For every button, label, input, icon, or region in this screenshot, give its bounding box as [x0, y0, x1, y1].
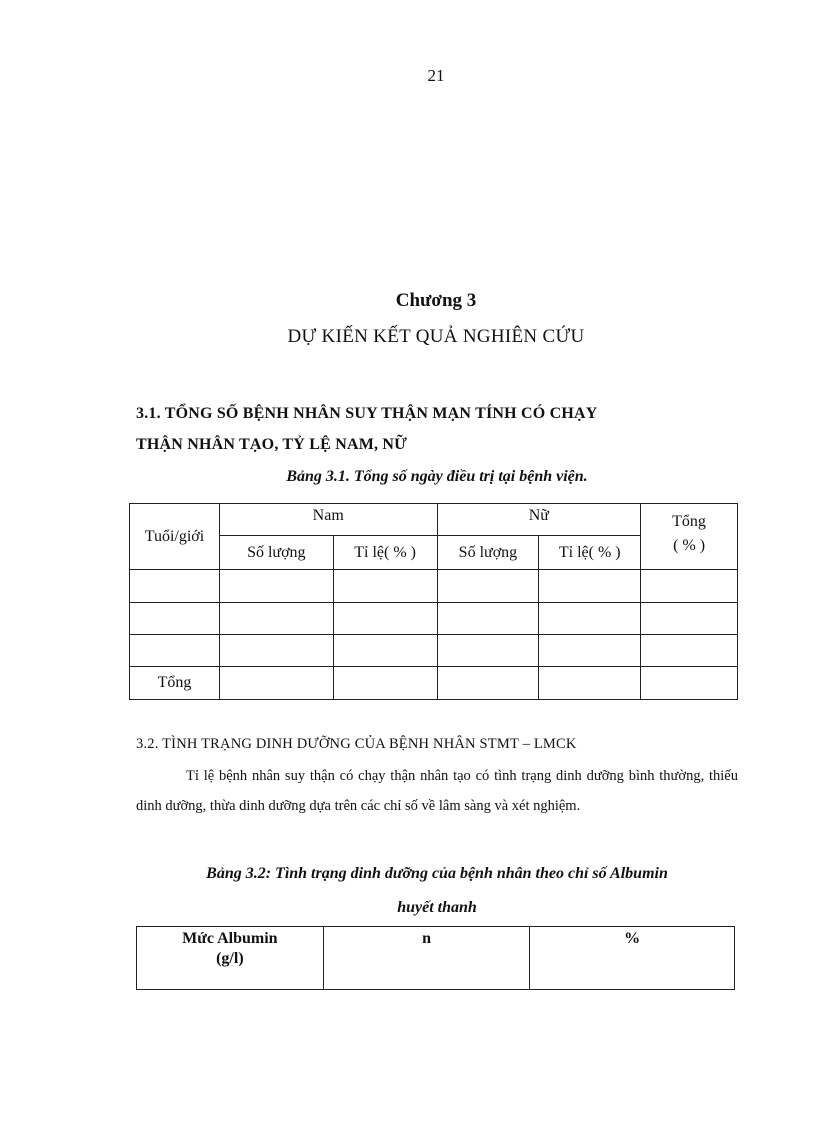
- subheader-male-rate: Tỉ lệ( % ): [333, 536, 437, 570]
- header-percent: %: [530, 927, 735, 990]
- table-header-row: [130, 504, 738, 536]
- total-row-label: Tổng: [130, 667, 220, 700]
- table-3-2-caption-line1: Bảng 3.2: Tình trạng dinh dưỡng của bệnh nhân theo chỉ số Albumin: [206, 865, 668, 882]
- section-3-1-heading-line2: THẬN NHÂN TẠO, TỶ LỆ NAM, NỮ: [136, 436, 408, 453]
- subheader-female-count: Số lượng: [437, 536, 539, 570]
- header-total: [641, 504, 738, 570]
- header-albumin-level: [137, 927, 324, 990]
- page-number: 21: [427, 66, 445, 85]
- section-3-1-heading: [136, 398, 738, 460]
- table-row: [130, 603, 738, 635]
- header-albumin-unit: (g/l): [216, 950, 244, 967]
- header-female: Nữ: [437, 504, 641, 536]
- table-total-row: [130, 667, 738, 700]
- table-row: [130, 635, 738, 667]
- table-3-2-caption: [136, 857, 738, 925]
- chapter-label: Chương 3: [395, 290, 477, 311]
- subheader-female-rate: Tỉ lệ( % ): [539, 536, 641, 570]
- table-3-2-caption-line2: huyết thanh: [397, 899, 477, 916]
- header-n: n: [323, 927, 530, 990]
- table-3-2: [136, 926, 735, 990]
- table-3-1-caption: Bảng 3.1. Tổng số ngày điều trị tại bệnh viện.: [286, 468, 588, 485]
- section-3-2-heading: 3.2. TÌNH TRẠNG DINH DƯỠNG CỦA BỆNH NHÂN STMT – LMCK: [136, 736, 577, 752]
- header-total-label: Tổng: [672, 512, 706, 530]
- section-3-1-heading-line1: 3.1. TỔNG SỐ BỆNH NHÂN SUY THẬN MẠN TÍNH CÓ CHẠY: [136, 405, 598, 422]
- header-total-percent: ( % ): [673, 536, 706, 554]
- table-header-row: [137, 927, 735, 990]
- header-age-gender: Tuổi/giới: [130, 504, 220, 570]
- subheader-male-count: Số lượng: [219, 536, 333, 570]
- table-row: [130, 570, 738, 603]
- table-3-1: [129, 503, 738, 700]
- header-albumin-label: Mức Albumin: [182, 930, 278, 947]
- section-3-2-paragraph-text: Tỉ lệ bệnh nhân suy thận có chạy thận nhân tạo có tình trạng dinh dưỡng bình thường, thiếu dinh dưỡng, thừa dinh dưỡng dựa trên các chỉ số về lâm sàng và xét nghiệm.: [136, 768, 738, 814]
- header-male: Nam: [219, 504, 437, 536]
- chapter-title: DỰ KIẾN KẾT QUẢ NGHIÊN CỨU: [287, 326, 585, 347]
- section-3-2-paragraph: [136, 761, 738, 821]
